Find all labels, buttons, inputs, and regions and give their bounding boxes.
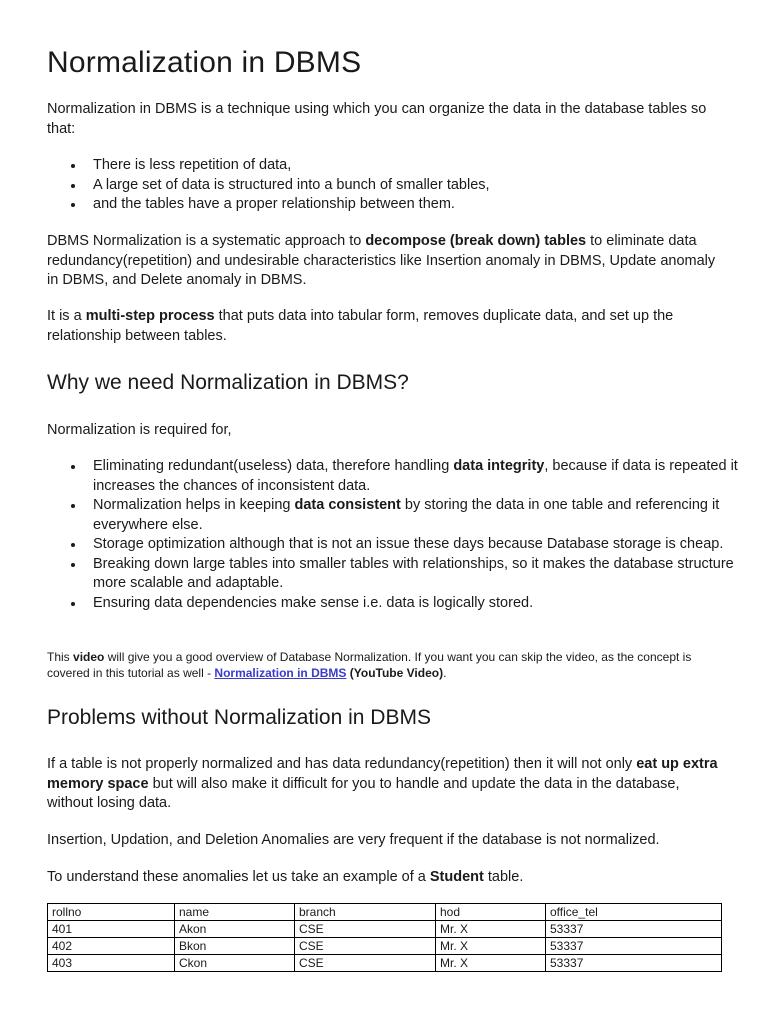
table-row [48, 955, 722, 972]
example-paragraph [47, 868, 723, 888]
list-item: Storage optimization although that is not an issue these days because Database storage is cheap. [93, 535, 753, 555]
table-cell: CSE [295, 921, 436, 938]
text-segment: This [47, 650, 74, 664]
table-row [48, 921, 722, 938]
table-cell: 402 [48, 938, 175, 955]
bold-text: decompose (break down) tables [365, 233, 587, 249]
section-heading-problems: Problems without Normalization in DBMS [47, 706, 431, 729]
text-segment: table. [483, 869, 524, 885]
list-item: A large set of data is structured into a bunch of smaller tables, [93, 176, 753, 196]
table-cell: Ckon [175, 955, 295, 972]
problems-paragraph [47, 755, 723, 814]
list-item: Breaking down large tables into smaller tables with relationships, so it makes the database structure more scalable and adaptable. [93, 555, 753, 594]
text-segment: DBMS Normalization is a systematic approach to [47, 233, 366, 249]
table-cell: Mr. X [436, 938, 546, 955]
bold-text: data consistent [294, 497, 401, 513]
list-item: There is less repetition of data, [93, 156, 753, 176]
text-segment: It is a [47, 308, 86, 324]
text-segment: Normalization helps in keeping [93, 497, 295, 513]
decompose-paragraph [47, 232, 723, 291]
why-bullet-list [47, 457, 753, 613]
intro-bullet-list [47, 156, 753, 215]
multistep-paragraph [47, 307, 723, 346]
anomalies-paragraph: Insertion, Updation, and Deletion Anomalies are very frequent if the database is not normalized. [47, 832, 660, 848]
page-title: Normalization in DBMS [47, 46, 362, 79]
table-cell: CSE [295, 955, 436, 972]
text-segment: . [443, 666, 447, 680]
bold-text: data integrity [453, 458, 545, 474]
table-cell: CSE [295, 938, 436, 955]
table-cell: 403 [48, 955, 175, 972]
text-segment: that puts data into tabular form, removes duplicate data, and set up the relationship between tables. [47, 308, 674, 344]
table-header-row [48, 904, 722, 921]
table-cell: 53337 [546, 955, 722, 972]
intro-paragraph: Normalization in DBMS is a technique using which you can organize the data in the database tables so that: [47, 101, 707, 137]
table-cell: Mr. X [436, 921, 546, 938]
column-header: rollno [48, 904, 175, 921]
text-segment: Eliminating redundant(useless) data, therefore handling [93, 458, 454, 474]
table-cell: Mr. X [436, 955, 546, 972]
text-segment: , because if data is repeated it increases the chances of inconsistent data. [93, 458, 738, 494]
column-header: name [175, 904, 295, 921]
text-segment: to eliminate data redundancy(repetition) and undesirable characteristics like Insertion anomaly in DBMS, Update anomaly in DBMS, and Delete anomaly in DBMS. [47, 233, 716, 288]
column-header: branch [295, 904, 436, 921]
bold-text: video [73, 650, 105, 664]
table-row [48, 938, 722, 955]
student-table [47, 903, 722, 972]
column-header: hod [436, 904, 546, 921]
table-cell: 53337 [546, 921, 722, 938]
text-segment: by storing the data in one table and referencing it everywhere else. [93, 497, 720, 533]
list-item: Ensuring data dependencies make sense i.e. data is logically stored. [93, 594, 753, 614]
bold-text: eat up extra memory space [47, 756, 718, 792]
bold-text: (YouTube Video) [346, 666, 444, 680]
text-segment: but will also make it difficult for you to handle and update the data in the database, without losing data. [47, 775, 680, 811]
table-cell: Bkon [175, 938, 295, 955]
table-cell: 53337 [546, 938, 722, 955]
required-for-text: Normalization is required for, [47, 422, 232, 438]
text-segment: To understand these anomalies let us take an example of a [47, 869, 430, 885]
video-note [47, 649, 723, 681]
bold-text: Student [429, 869, 484, 885]
text-segment: If a table is not properly normalized and has data redundancy(repetition) then it will not only [47, 756, 637, 772]
bold-text: multi-step process [85, 308, 215, 324]
table-cell: 401 [48, 921, 175, 938]
list-item: and the tables have a proper relationship between them. [93, 195, 753, 215]
text-segment: will give you a good overview of Database Normalization. If you want you can skip the video, as the concept is covered in this tutorial as well - [47, 650, 692, 680]
list-item [93, 457, 753, 496]
list-item [93, 496, 753, 535]
normalization-video-link[interactable]: Normalization in DBMS [214, 666, 347, 680]
table-cell: Akon [175, 921, 295, 938]
section-heading-why: Why we need Normalization in DBMS? [47, 371, 409, 394]
column-header: office_tel [546, 904, 722, 921]
